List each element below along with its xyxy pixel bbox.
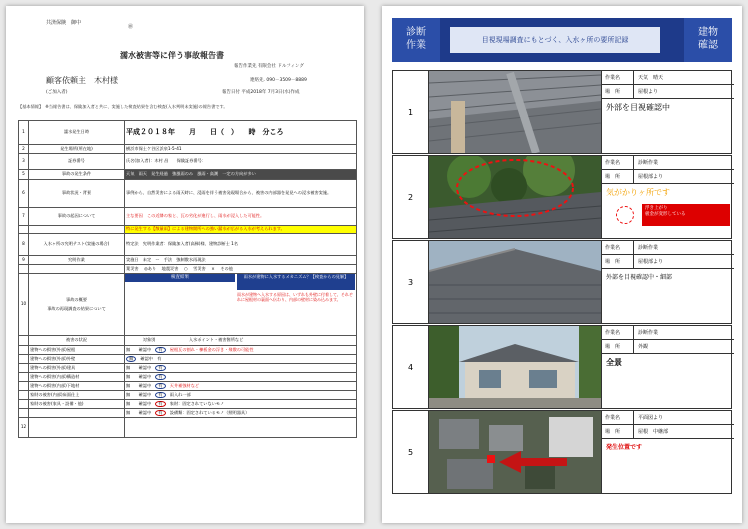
type-earthquake[interactable]: 地震災害 — [161, 265, 179, 271]
photo-row — [392, 240, 732, 324]
inspection-cell — [125, 274, 357, 336]
row-number: 8 — [19, 234, 29, 256]
tel: 連絡先. 090－3509－8889 — [250, 78, 307, 83]
stamp: ㊞ — [128, 24, 134, 30]
damage-label: 建物への損害(内部)下地材 — [29, 382, 125, 391]
table-row — [19, 265, 357, 274]
damage-none[interactable]: 無 — [126, 391, 131, 397]
damage-checking[interactable]: 確認中 — [140, 355, 153, 361]
damage-row — [19, 373, 357, 382]
table-row — [19, 180, 357, 208]
damage-header-label: 被害の状況 — [29, 336, 125, 346]
type-wind[interactable]: 葉災害 — [126, 265, 139, 271]
damage-none[interactable]: 無 — [126, 400, 131, 406]
photo-info — [601, 241, 733, 323]
damage-label: 建物への損害(外部)外壁 — [29, 355, 125, 364]
type-snow-value[interactable]: × — [211, 265, 215, 271]
damage-checking[interactable]: 確認中 — [138, 364, 152, 370]
location-label: 場 所 — [602, 425, 634, 439]
photo-note: 全景 — [606, 358, 622, 367]
table-row — [19, 418, 357, 438]
location-label: 場 所 — [602, 340, 634, 354]
row-number: 6 — [19, 180, 29, 208]
table-row — [19, 274, 357, 336]
damage-note: 天井補強材など — [169, 382, 200, 388]
row-label: 証券番号 — [29, 154, 125, 170]
basic-info: 【基本情報】 ※当報告書は、保険加入者と共に、実施した検査結果を含む検査(入水判明未実施)の報告書です。 — [18, 104, 228, 109]
damage-header-note: 入水ポイント・被害箇所など — [188, 337, 244, 343]
photo-row — [392, 325, 732, 409]
location-label: 場 所 — [602, 255, 634, 269]
tag-line: 作業 — [406, 40, 426, 51]
row-label: 事故状況・背景 — [29, 180, 125, 208]
damage-none[interactable]: 無 — [126, 373, 131, 379]
date-field[interactable]: 平成２０１８年 月 日（ ） 時 分ころ — [125, 121, 357, 145]
row-label: 究明作業 — [29, 256, 125, 265]
photo-info — [601, 326, 733, 408]
damage-checking[interactable]: 確認中 — [138, 400, 152, 406]
damage-none[interactable]: 無 — [126, 364, 131, 370]
damage-none[interactable]: 無 — [126, 346, 131, 352]
tag-line: 建物 — [698, 27, 718, 38]
damage-checking[interactable]: 確認中 — [138, 382, 152, 388]
mechanism-text: 雨水が建物へ入水する原因は、いずれも外壁に付着して、それぞれに屋根材の裏面へ伝わり、内部の壁材に染み込みます。 — [237, 292, 353, 303]
type-other[interactable]: その他 — [220, 265, 233, 271]
work-name-row — [602, 71, 734, 85]
row-number: 9 — [19, 256, 29, 265]
damage-yes[interactable]: 有 — [155, 347, 165, 354]
damage-row — [19, 391, 357, 400]
recheck-label: 事故の再現調査の結果について — [47, 305, 106, 311]
table-row — [19, 154, 357, 170]
row-number: 2 — [393, 156, 429, 238]
location-value: 屋根部より — [638, 174, 664, 180]
investigation-field[interactable]: 実施日 未定 ー 手法 強制散水再現法 — [125, 256, 357, 265]
tag-line: 診断 — [406, 27, 426, 38]
type-earthquake-value[interactable]: ○ — [183, 265, 188, 271]
damage-label: 家財の被害(家具・設備・他) — [29, 400, 125, 409]
location-value: 屋根 中継部 — [638, 429, 669, 435]
photo-note: 外部を目視確認中 — [606, 103, 670, 112]
row-label: 事故の発生条件 — [29, 170, 125, 180]
damage-note: 屋根瓦の割れ・棟板金の浮き・飛散の可能性 — [169, 346, 254, 352]
damage-header-type: 対象別 — [142, 337, 156, 343]
tag-diagnosis — [392, 18, 440, 62]
inspection-header: 検査結果 — [125, 274, 235, 282]
damage-label: 家財の被害(内部)床面仕上 — [29, 391, 125, 400]
damage-label: 建物への損害(外部)屋根 — [29, 346, 125, 355]
cause-text[interactable]: 主な要因 この近隣の家と、瓦の劣化が進行し、雨水が浸入した可能性。 — [125, 208, 357, 226]
summary-label: 事故の概要 — [66, 296, 87, 302]
row-number: 5 — [19, 170, 29, 180]
condition-options[interactable]: 天気 雨天 発生経過 強風雨のみ 風雨・高潮 一定の方向が多い — [125, 170, 357, 180]
photo-note: 気がかりヶ所です — [606, 188, 670, 197]
row-number: 2 — [19, 145, 29, 154]
tag-building — [684, 18, 732, 62]
work-name-row — [602, 241, 734, 255]
work-name-row — [602, 156, 734, 170]
work-name-value: 診断作業 — [638, 160, 659, 166]
damage-checking[interactable]: 確認中 — [138, 391, 152, 397]
work-name-value: 診断作業 — [638, 245, 659, 251]
type-snow[interactable]: 雪災害 — [193, 265, 206, 271]
record-heading: 目視現場調査にもとづく、入水ヶ所の要所記録 — [450, 27, 660, 53]
damage-checking[interactable]: 確認中 — [138, 346, 152, 352]
row-number: 1 — [19, 121, 29, 145]
summary-labels — [29, 274, 125, 336]
roof-detail-photo[interactable] — [429, 156, 601, 238]
row-number: 4 — [393, 326, 429, 408]
damage-yes[interactable]: 有 — [155, 392, 165, 399]
location-value: 外観 — [638, 344, 649, 350]
mechanism-header: 雨水が建物に入水するメカニズム？【検査からの見解】 — [237, 274, 355, 290]
damage-row — [19, 364, 357, 373]
work-name-value: 平面図より — [638, 415, 664, 421]
table-row — [19, 234, 357, 256]
aerial-map-photo[interactable] — [429, 411, 601, 493]
work-name-label: 作業名 — [602, 326, 634, 340]
work-name-value: 天気 晴天 — [638, 75, 664, 81]
row-label: 入水ヶ所の究明テスト(実施の場合) — [29, 234, 125, 256]
location-row — [602, 425, 734, 439]
row-number: 10 — [19, 274, 29, 336]
work-name-value: 診断作業 — [638, 330, 659, 336]
table-row — [19, 336, 357, 346]
table-row — [19, 170, 357, 180]
photo-info — [601, 411, 733, 493]
damage-row — [19, 382, 357, 391]
row-label: 濡水発生日時 — [29, 121, 125, 145]
row-number: 3 — [19, 154, 29, 170]
report-table — [18, 120, 357, 438]
damage-row — [19, 409, 357, 418]
row-number: 1 — [393, 71, 429, 153]
tag-line: 確認 — [698, 40, 718, 51]
author: 報告作業先 有限会社 ドルフィング — [234, 64, 304, 69]
roof-overview-photo[interactable] — [429, 241, 601, 323]
table-row — [19, 208, 357, 226]
location-label: 場 所 — [602, 170, 634, 184]
situation-text[interactable]: 事例から、自然災害による雨天時に、浸雨を伴う被害発現場合から、被害の内部器を発見への浸水被害実施。 — [125, 180, 357, 208]
warning-callout: 浮き上がり 板金が変形している — [642, 204, 730, 226]
damage-yes[interactable]: 有 — [155, 383, 165, 390]
damage-yes[interactable]: 有 — [155, 410, 165, 417]
location-row — [602, 170, 734, 184]
location-value: 屋根部より — [638, 259, 664, 265]
row-label: 事故の起因について — [29, 208, 125, 226]
location-row — [602, 85, 734, 99]
location-label: 場 所 — [602, 85, 634, 99]
damage-row — [19, 355, 357, 364]
work-name-label: 作業名 — [602, 156, 634, 170]
damage-yes[interactable]: 有 — [155, 365, 165, 372]
photo-record-page — [382, 6, 742, 523]
photo-info — [601, 156, 733, 238]
damage-checking[interactable]: 確認中 — [138, 373, 152, 379]
report-title: 濡水被害等に伴う事故報告書 — [120, 51, 224, 60]
photo-note: 外部を目視確認中・細部 — [606, 274, 673, 281]
work-name-row — [602, 326, 734, 340]
table-row — [19, 145, 357, 154]
damage-yes[interactable]: 有 — [157, 355, 162, 361]
address-field[interactable]: 横浜市保土ケ谷区浜泉1-5-41 — [125, 145, 357, 154]
location-row — [602, 255, 734, 269]
photo-info — [601, 71, 733, 153]
photo-row — [392, 410, 732, 494]
work-name-label: 作業名 — [602, 411, 634, 425]
damage-checking[interactable]: 確認中 — [138, 409, 152, 415]
highlight-note: 特に発生する【散量雨】による建物開所への強い漏水が広がる入水が考えられます。 — [125, 226, 357, 234]
photo-row — [392, 155, 732, 239]
work-name-row — [602, 411, 734, 425]
client-name: 顧客依頼主 木村様 — [46, 76, 118, 85]
damage-note: 設備類：固定されているモノ（照明器具） — [169, 409, 250, 415]
damage-label: 建物への損害(外部)建具 — [29, 364, 125, 373]
damage-row — [19, 346, 357, 355]
photo-note: 発生位置です — [606, 444, 643, 451]
table-row — [19, 121, 357, 145]
type-wind-value[interactable]: ◎あり — [144, 265, 157, 271]
joined-label: (ご加入者) — [46, 90, 68, 95]
table-row — [19, 226, 357, 234]
photo-row — [392, 70, 732, 154]
work-name-label: 作業名 — [602, 241, 634, 255]
work-name-label: 作業名 — [602, 71, 634, 85]
damage-none[interactable]: 無 — [126, 409, 131, 415]
row-number: 12 — [19, 418, 29, 438]
row-number: 7 — [19, 208, 29, 226]
roof-photo[interactable] — [429, 71, 601, 153]
report-date: 報告日付 平成2018年 7月3日(水)作成 — [222, 90, 300, 95]
header-band — [392, 18, 732, 62]
location-value: 屋根より — [638, 89, 659, 95]
damage-yes[interactable]: 有 — [155, 374, 165, 381]
damage-label: 建物への損害(内部)構造材 — [29, 373, 125, 382]
recipient: 共済保険 御中 — [46, 20, 82, 26]
test-field[interactable]: 特定法 究明作業者：保険加入者(高梯)様、建物診断士 1名 — [125, 234, 357, 256]
disaster-type-row — [125, 265, 357, 274]
row-label: 発生場所(所在地) — [29, 145, 125, 154]
damage-none[interactable]: 無 — [126, 356, 136, 363]
damage-note: 雨入れ一部 — [169, 391, 191, 397]
house-exterior-photo[interactable] — [429, 326, 601, 408]
damage-header — [125, 336, 357, 346]
table-row — [19, 256, 357, 265]
policy-field[interactable]: 氏名(加入者)：木村 昌 保険証券番号： — [125, 154, 357, 170]
marker-circle-icon — [616, 206, 634, 224]
damage-yes[interactable]: 有 — [155, 401, 165, 408]
row-number: 5 — [393, 411, 429, 493]
damage-note: 家財：固定されていないモノ — [169, 400, 225, 406]
damage-none[interactable]: 無 — [126, 382, 131, 388]
damage-label — [29, 409, 125, 418]
location-row — [602, 340, 734, 354]
report-form-page — [6, 6, 364, 523]
row-number: 3 — [393, 241, 429, 323]
damage-row — [19, 400, 357, 409]
